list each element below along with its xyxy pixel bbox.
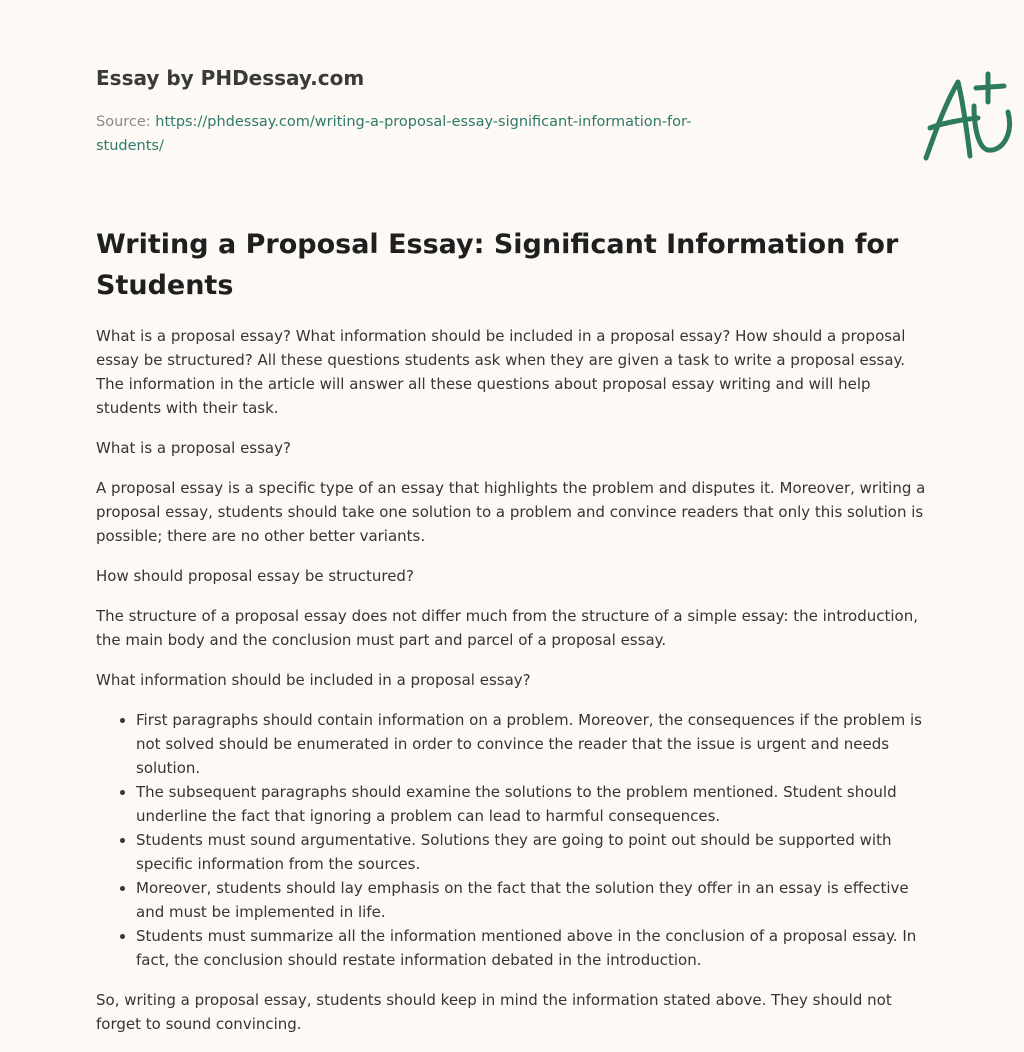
source-line [96,110,736,158]
conclusion-paragraph: So, writing a proposal essay, students should keep in mind the information stated above. They should not forget to sound convincing. [96,991,892,1033]
list-item: • Moreover, students should lay emphasis on the fact that the solution they offer in an essay is effective and must be implemented in life. [136,876,932,924]
article-title: Writing a Proposal Essay: Significant Information for Students [96,229,899,301]
source-link[interactable]: https://phdessay.com/writing-a-proposal-essay-significant-information-for-students/ [96,114,692,154]
question-structure: How should proposal essay be structured? [96,567,414,585]
intro-paragraph: What is a proposal essay? What information should be included in a proposal essay? How should a proposal essay be structured? All these questions students ask when they are given a task to write a proposal essay. The information in the article will answer all these questions about proposal essay writing and will help students with their task. [96,327,906,417]
answer-what-is: A proposal essay is a specific type of an essay that highlights the problem and disputes it. Moreover, writing a proposal essay, students should take one solution to a problem and convince readers that only this solution is possible; there are no other better variants. [96,479,926,545]
a-plus-grade-icon [918,68,1024,164]
list-item: • Students must summarize all the information mentioned above in the conclusion of a proposal essay. In fact, the conclusion should restate information debated in the introduction. [136,924,932,972]
question-what-is: What is a proposal essay? [96,439,291,457]
question-information: What information should be included in a proposal essay? [96,671,531,689]
information-list [96,708,932,972]
list-item: • The subsequent paragraphs should examine the solutions to the problem mentioned. Student should underline the fact that ignoring a problem can lead to harmful consequences. [136,780,932,828]
site-brand: Essay by PHDessay.com [96,66,365,90]
answer-structure: The structure of a proposal essay does not differ much from the structure of a simple essay: the introduction, the main body and the conclusion must part and parcel of a proposal essay. [96,607,918,649]
list-item: • Students must sound argumentative. Solutions they are going to point out should be supported with specific information from the sources. [136,828,932,876]
list-item: • First paragraphs should contain information on a problem. Moreover, the consequences if the problem is not solved should be enumerated in order to convince the reader that the issue is urgent and needs solution. [136,708,932,780]
source-label: Source: [96,114,151,130]
article-body [96,324,932,1052]
